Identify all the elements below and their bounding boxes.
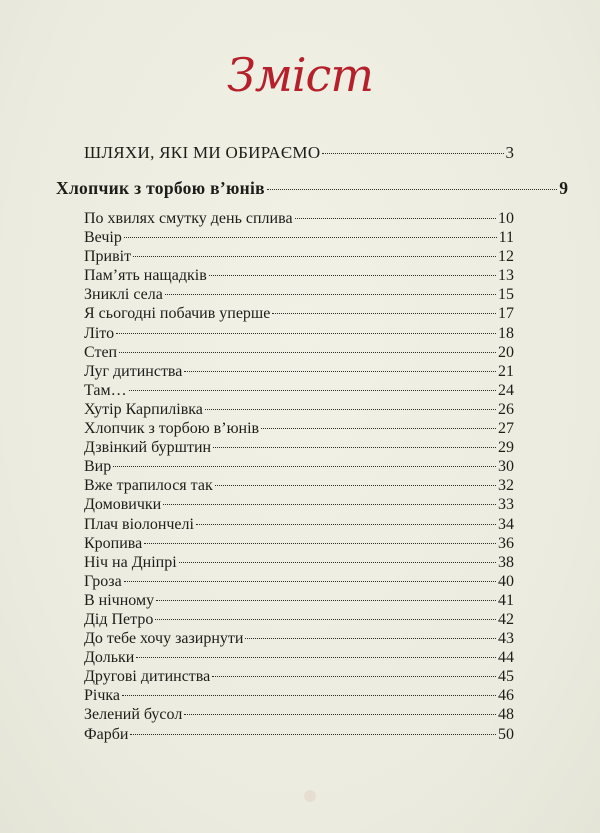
toc-entry[interactable] <box>84 285 514 304</box>
dot-leader <box>116 333 496 334</box>
toc-entry-page: 30 <box>498 458 514 476</box>
toc-entry[interactable] <box>84 228 514 247</box>
toc-entry-label: Дзвінкий бурштин <box>84 439 212 457</box>
dot-leader <box>156 600 496 601</box>
toc-entry[interactable] <box>84 610 514 629</box>
toc-entry-list <box>84 209 514 744</box>
toc-entry[interactable] <box>84 591 514 610</box>
toc-entry-page: 24 <box>498 381 514 399</box>
toc-entry-page: 20 <box>498 343 514 361</box>
toc-entry-label: Дольки <box>84 649 135 667</box>
toc-entry-page: 29 <box>498 439 514 457</box>
toc-entry-label: Степ <box>84 343 118 361</box>
toc-entry-label: Зелений бусол <box>84 706 183 724</box>
toc-entry-label: Дід Петро <box>84 610 154 628</box>
toc-entry-label: Хлопчик з торбою в’юнів <box>84 420 260 438</box>
dot-leader <box>272 313 496 314</box>
toc-entry-page: 48 <box>498 706 514 724</box>
toc-entry-page: 43 <box>498 630 514 648</box>
toc-entry-page: 26 <box>498 400 514 418</box>
toc-part-label: ШЛЯХИ, ЯКІ МИ ОБИРАЄМО <box>84 143 321 162</box>
dot-leader <box>144 543 496 544</box>
toc-entry-page: 38 <box>498 553 514 571</box>
dot-leader <box>184 714 496 715</box>
dot-leader <box>205 409 496 410</box>
toc-entry-label: Річка <box>84 687 121 705</box>
toc-entry-label: Привіт <box>84 248 132 266</box>
toc-chapter-page: 9 <box>559 178 568 198</box>
toc-entry-page: 21 <box>498 362 514 380</box>
toc-entry-page: 36 <box>498 534 514 552</box>
toc-entry-page: 40 <box>498 572 514 590</box>
toc-entry-page: 46 <box>498 687 514 705</box>
toc-entry-page: 13 <box>498 267 514 285</box>
toc-entry[interactable] <box>84 705 514 724</box>
toc-entry[interactable] <box>84 362 514 381</box>
toc-entry-page: 34 <box>498 515 514 533</box>
dot-leader <box>124 237 497 238</box>
toc-entry-label: Хутір Карпилівка <box>84 400 203 418</box>
toc-entry-label: Пам’ять нащадків <box>84 267 207 285</box>
toc-entry-page: 12 <box>498 248 514 266</box>
toc-entry[interactable] <box>84 400 514 419</box>
dot-leader <box>322 153 503 154</box>
toc-entry-page: 10 <box>498 210 514 227</box>
toc-entry-label: Вир <box>84 458 112 476</box>
dot-leader <box>245 638 496 639</box>
toc-entry-label: Другові дитинства <box>84 668 211 686</box>
dot-leader <box>212 676 496 677</box>
toc-chapter-row[interactable] <box>56 178 568 199</box>
toc-entry-label: Там… <box>84 381 127 399</box>
toc-entry-label: До тебе хочу зазирнути <box>84 630 244 648</box>
toc-entry-page: 44 <box>498 649 514 667</box>
toc-entry[interactable] <box>84 419 514 438</box>
dot-leader <box>133 256 496 257</box>
toc-entry[interactable] <box>84 324 514 343</box>
dot-leader <box>267 189 557 190</box>
dot-leader <box>215 485 496 486</box>
toc-entry[interactable] <box>84 572 514 591</box>
toc-entry-page: 15 <box>498 286 514 304</box>
toc-entry-label: Ніч на Дніпрі <box>84 553 177 571</box>
toc-entry[interactable] <box>84 629 514 648</box>
toc-entry[interactable] <box>84 343 514 362</box>
dot-leader <box>163 504 496 505</box>
toc-entry-page: 17 <box>498 305 514 323</box>
dot-leader <box>295 218 496 219</box>
toc-entry-label: Фарби <box>84 725 129 743</box>
toc-entry[interactable] <box>84 667 514 686</box>
toc-entry[interactable] <box>84 725 514 744</box>
toc-entry-page: 42 <box>498 610 514 628</box>
dot-leader <box>113 466 496 467</box>
toc-entry[interactable] <box>84 648 514 667</box>
dot-leader <box>209 275 496 276</box>
toc-part-row[interactable] <box>84 143 514 163</box>
toc-entry-label: Кропива <box>84 534 143 552</box>
toc-entry-label: Я сьогодні побачив уперше <box>84 305 271 323</box>
toc-entry-page: 11 <box>498 229 514 247</box>
toc-entry-page: 18 <box>498 324 514 342</box>
toc-entry-label: Зниклі села <box>84 286 163 304</box>
dot-leader <box>179 562 496 563</box>
toc-entry-label: Гроза <box>84 572 122 590</box>
toc-entry-page: 32 <box>498 477 514 495</box>
dot-leader <box>213 447 496 448</box>
dot-leader <box>124 581 496 582</box>
page-mark <box>304 790 316 802</box>
toc-entry[interactable] <box>84 686 514 705</box>
toc-entry[interactable] <box>84 553 514 572</box>
dot-leader <box>122 695 496 696</box>
dot-leader <box>165 294 496 295</box>
toc-entry-page: 45 <box>498 668 514 686</box>
dot-leader <box>184 371 496 372</box>
toc-entry-label: Літо <box>84 324 115 342</box>
toc-entry[interactable] <box>84 209 514 228</box>
dot-leader <box>119 352 496 353</box>
toc-entry-label: Домовички <box>84 496 162 514</box>
toc-entry[interactable] <box>84 457 514 476</box>
toc-entry-page: 50 <box>498 725 514 743</box>
toc-entry[interactable] <box>84 381 514 400</box>
toc-entry[interactable] <box>84 438 514 457</box>
toc-entry-label: Вечір <box>84 229 122 247</box>
toc-entry[interactable] <box>84 304 514 323</box>
toc-entry[interactable] <box>84 476 514 495</box>
toc-entry-label: Луг дитинства <box>84 362 183 380</box>
toc-entry[interactable] <box>84 266 514 285</box>
toc-entry-page: 33 <box>498 496 514 514</box>
toc-entry-label: Плач віолончелі <box>84 515 194 533</box>
toc-heading: Зміст <box>227 48 373 102</box>
toc-chapter-label: Хлопчик з торбою в’юнів <box>56 178 265 198</box>
toc-entry-page: 27 <box>498 420 514 438</box>
toc-entry[interactable] <box>84 247 514 266</box>
dot-leader <box>155 619 496 620</box>
toc-entry[interactable] <box>84 534 514 553</box>
toc-entry-label: В нічному <box>84 591 155 609</box>
toc-entry[interactable] <box>84 495 514 514</box>
dot-leader <box>196 524 496 525</box>
toc-entry-label: Вже трапилося так <box>84 477 213 495</box>
toc-entry-label: По хвилях смутку день сплива <box>84 210 293 227</box>
toc-entry[interactable] <box>84 515 514 534</box>
dot-leader <box>130 734 496 735</box>
toc-part-page: 3 <box>505 143 514 162</box>
toc-entry-page: 41 <box>498 591 514 609</box>
dot-leader <box>136 657 496 658</box>
dot-leader <box>261 428 496 429</box>
dot-leader <box>129 390 496 391</box>
